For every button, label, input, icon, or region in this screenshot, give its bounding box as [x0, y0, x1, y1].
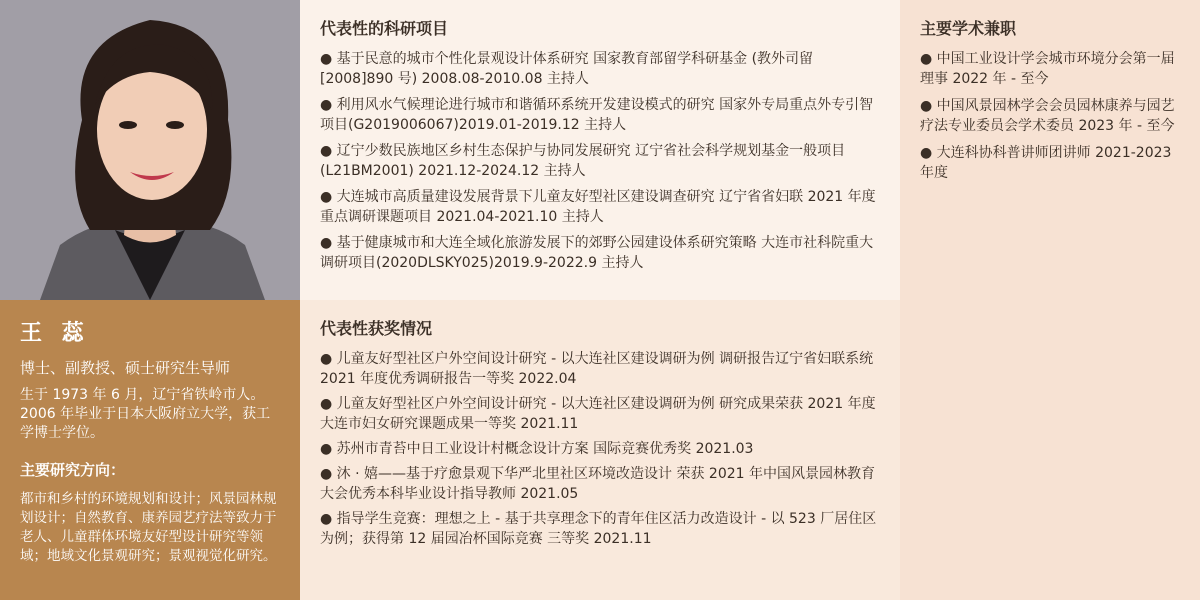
- awards-heading: 代表性获奖情况: [320, 319, 433, 338]
- person-title: 博士、副教授、硕士研究生导师: [20, 359, 231, 377]
- project-item: ● 基于健康城市和大连全域化旅游发展下的郊野公园建设体系研究策略 大连市社科院重大调研项目(2020DLSKY025)2019.9-2022.9 主持人: [320, 235, 874, 271]
- person-name: 王 蕊: [20, 321, 90, 346]
- award-item: ● 苏州市青苔中日工业设计村概念设计方案 国际竞赛优秀奖 2021.03: [320, 441, 754, 457]
- award-item: ● 儿童友好型社区户外空间设计研究 - 以大连社区建设调研为例 研究成果荣获 2021 年度大连市妇女研究课题成果一等奖 2021.11: [320, 396, 876, 432]
- research-text: 都市和乡村的环境规划和设计；风景园林规划设计；自然教育、康养园艺疗法等致力于老人、儿童群体环境友好型设计研究等领域；地域文化景观研究；景观视觉化研究。: [20, 491, 277, 564]
- person-bio: 生于 1973 年 6 月，辽宁省铁岭市人。2006 年毕业于日本大阪府立大学，获工学博士学位。: [20, 387, 271, 441]
- projects-heading: 代表性的科研项目: [320, 19, 449, 38]
- projects-section: [300, 0, 900, 300]
- project-item: ● 基于民意的城市个性化景观设计体系研究 国家教育部留学科研基金 (教外司留 [2008]890 号) 2008.08-2010.08 主持人: [320, 51, 814, 87]
- award-item: ● 指导学生竞赛：理想之上 - 基于共享理念下的青年住区活力改造设计 - 以 523 厂居住区为例；获得第 12 届园冶杯国际竞赛 三等奖 2021.11: [320, 511, 877, 547]
- awards-section: [300, 300, 900, 600]
- positions-section: [900, 0, 1200, 600]
- research-heading: 主要研究方向：: [20, 461, 126, 479]
- portrait-photo: [0, 0, 300, 300]
- award-item: ● 沐 · 嬉——基于疗愈景观下华严北里社区环境改造设计 荣获 2021 年中国风景园林教育大会优秀本科毕业设计指导教师 2021.05: [320, 466, 875, 502]
- project-item: ● 辽宁少数民族地区乡村生态保护与协同发展研究 辽宁省社会科学规划基金一般项目(L21BM2001) 2021.12-2024.12 主持人: [320, 143, 846, 179]
- project-item: ● 大连城市高质量建设发展背景下儿童友好型社区建设调查研究 辽宁省省妇联 2021 年度重点调研课题项目 2021.04-2021.10 主持人: [320, 189, 876, 225]
- profile-panel: [0, 300, 300, 600]
- positions-heading: 主要学术兼职: [920, 19, 1017, 38]
- project-item: ● 利用风水气候理论进行城市和谐循环系统开发建设模式的研究 国家外专局重点外专引智项目(G2019006067)2019.01-2019.12 主持人: [320, 97, 874, 133]
- position-item: ● 中国工业设计学会城市环境分会第一届理事 2022 年 - 至今: [920, 51, 1175, 87]
- award-item: ● 儿童友好型社区户外空间设计研究 - 以大连社区建设调研为例 调研报告辽宁省妇联系统 2021 年度优秀调研报告一等奖 2022.04: [320, 351, 874, 387]
- position-item: ● 大连科协科普讲师团讲师 2021-2023 年度: [920, 145, 1172, 181]
- position-item: ● 中国风景园林学会会员园林康养与园艺疗法专业委员会学术委员 2023 年 - 至今: [920, 98, 1175, 134]
